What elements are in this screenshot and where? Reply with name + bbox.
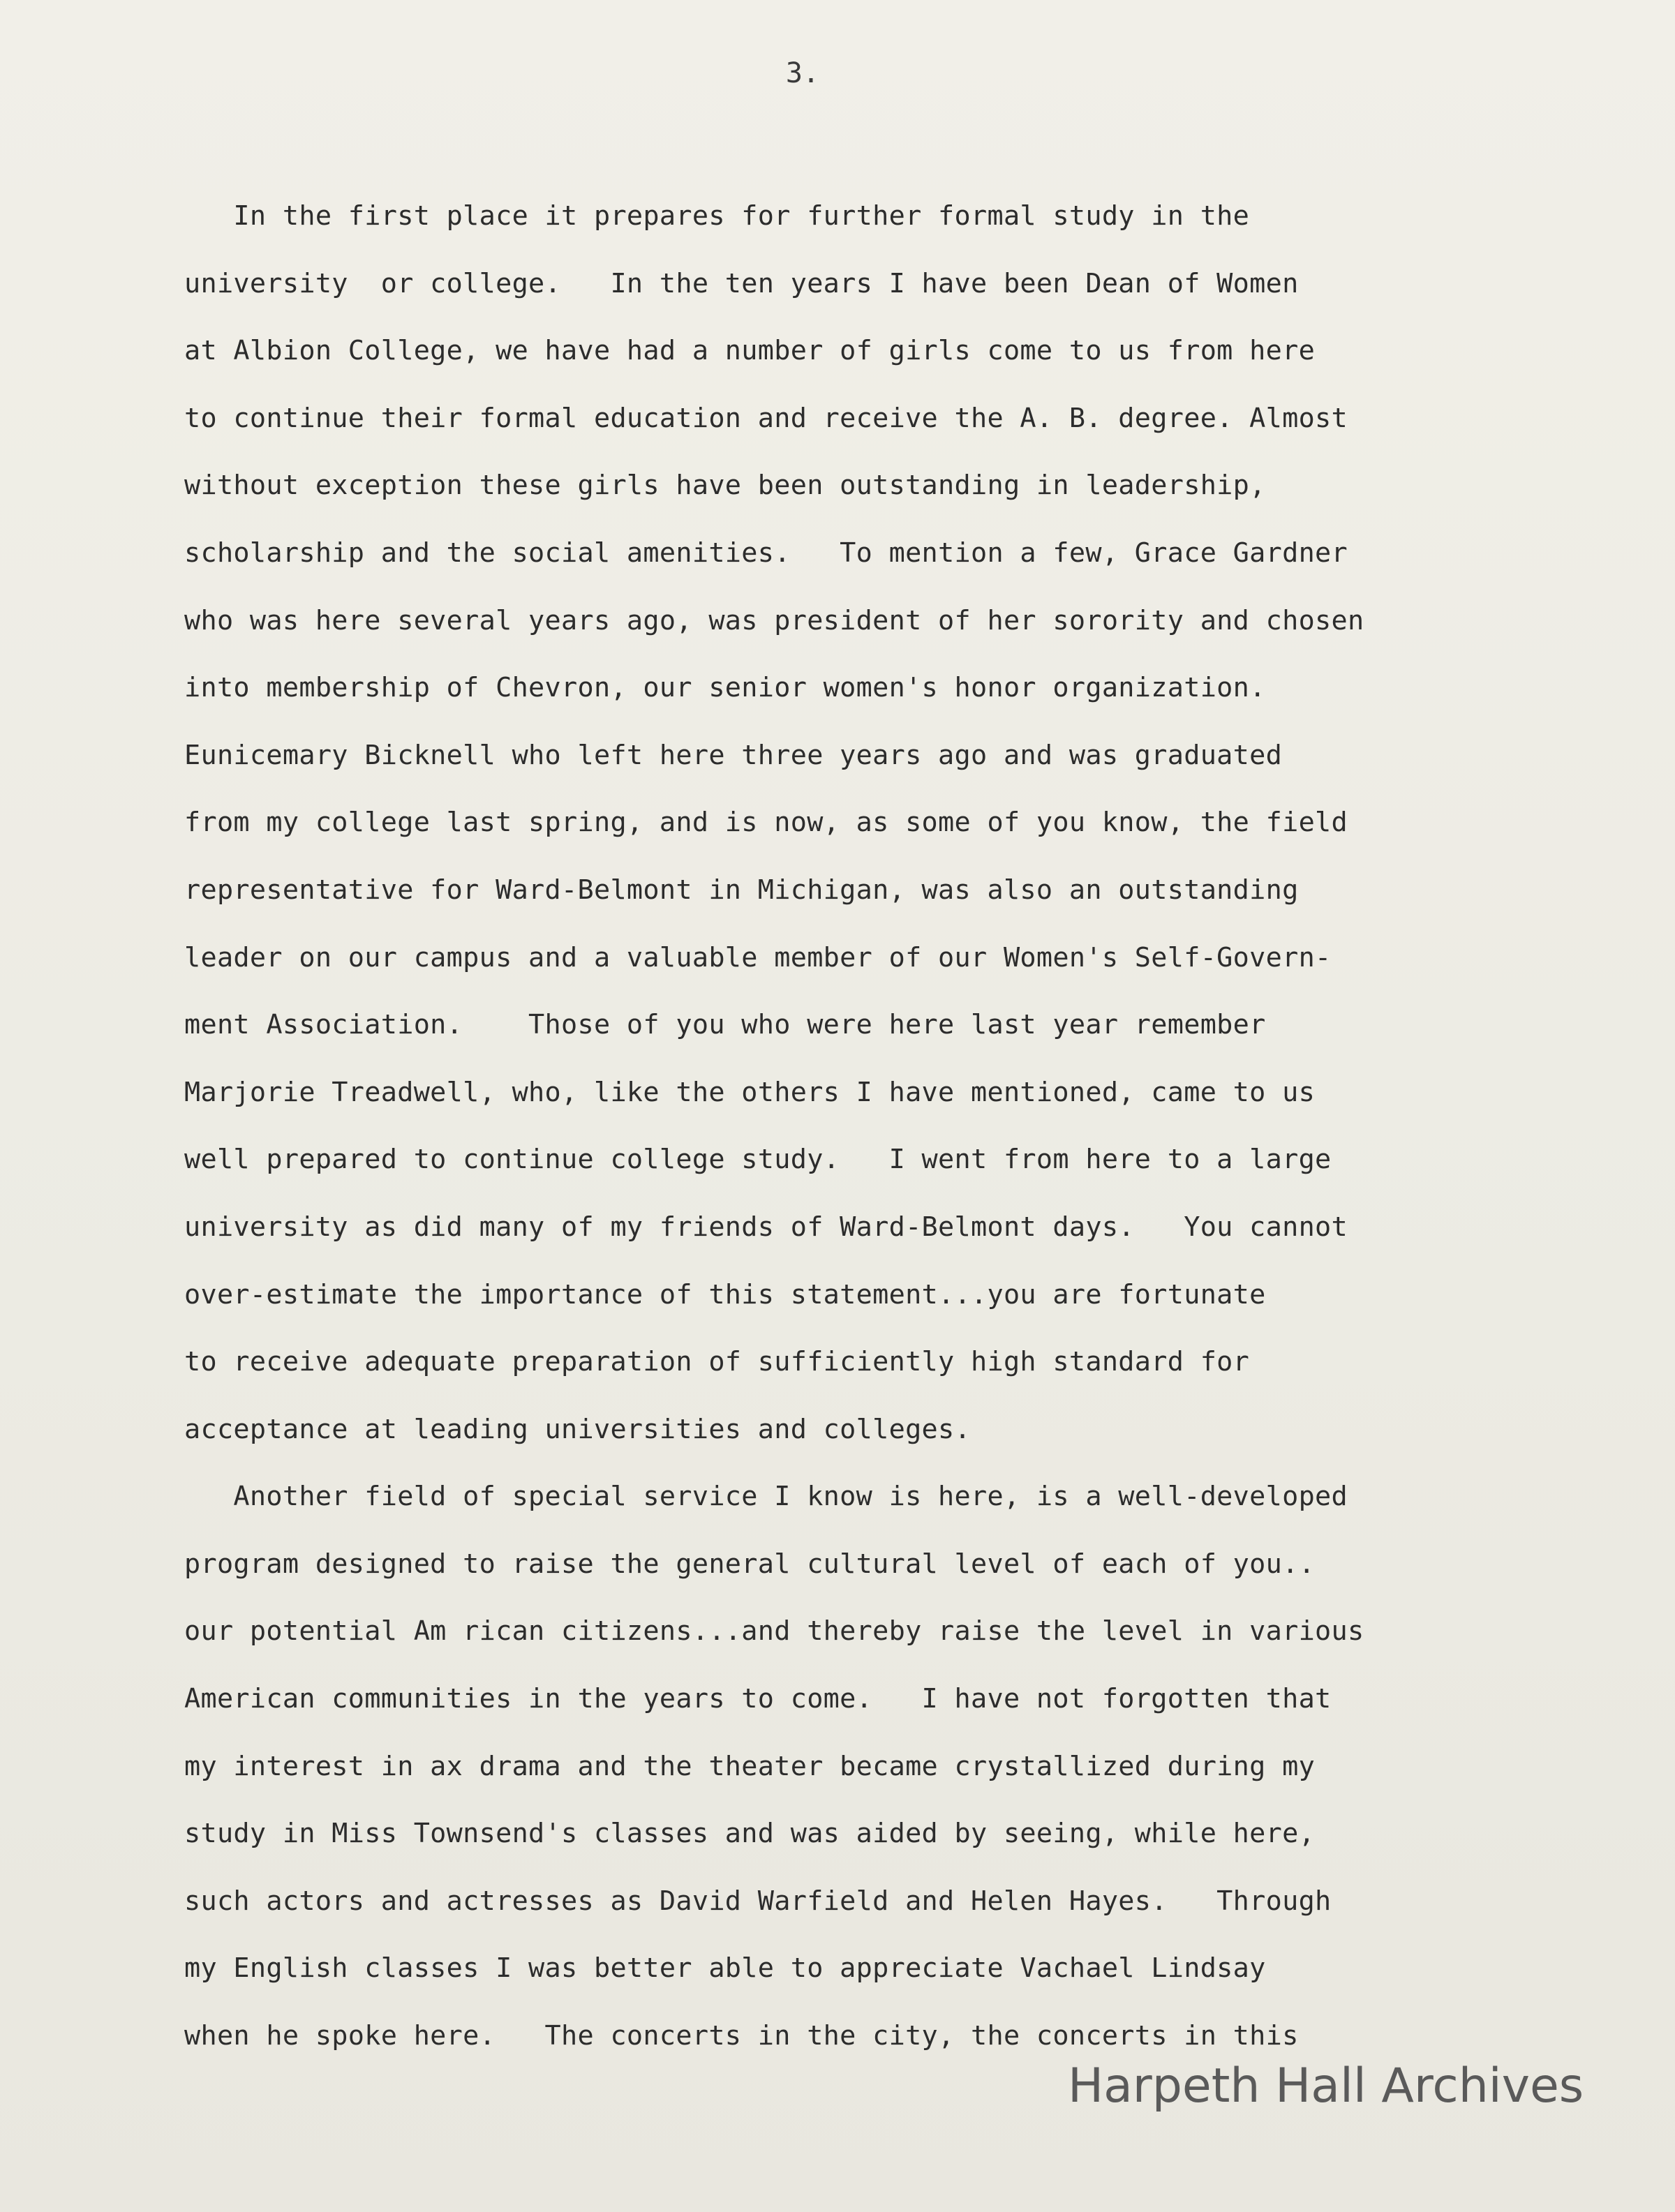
- text-line: leader on our campus and a valuable member of our Women's Self-Govern-: [184, 941, 1332, 973]
- text-line: Eunicemary Bicknell who left here three years ago and was graduated: [184, 739, 1283, 771]
- text-line: such actors and actresses as David Warfield and Helen Hayes. Through: [184, 1885, 1332, 1917]
- text-line: study in Miss Townsend's classes and was aided by seeing, while here,: [184, 1818, 1316, 1850]
- text-line: from my college last spring, and is now, as some of you know, the field: [184, 807, 1348, 839]
- text-line: representative for Ward-Belmont in Michigan, was also an outstanding: [184, 874, 1299, 906]
- text-line: our potential Am rican citizens...and thereby raise the level in various: [184, 1615, 1364, 1647]
- text-line: university or college. In the ten years I have been Dean of Women: [184, 267, 1299, 299]
- text-line: when he spoke here. The concerts in the city, the concerts in this: [184, 2020, 1299, 2052]
- text-line: acceptance at leading universities and colleges.: [184, 1413, 971, 1445]
- text-line: well prepared to continue college study. I went from here to a large: [184, 1144, 1332, 1176]
- text-line: In the first place it prepares for further formal study in the: [184, 200, 1250, 232]
- page-number: 3.: [785, 57, 820, 89]
- text-line: scholarship and the social amenities. To mention a few, Grace Gardner: [184, 537, 1348, 569]
- text-line: into membership of Chevron, our senior women's honor organization.: [184, 672, 1266, 704]
- text-line: over-estimate the importance of this statement...you are fortunate: [184, 1278, 1266, 1310]
- text-line: at Albion College, we have had a number of girls come to us from here: [184, 335, 1316, 367]
- text-line: ment Association. Those of you who were here last year remember: [184, 1009, 1266, 1041]
- text-line: American communities in the years to come. I have not forgotten that: [184, 1683, 1332, 1715]
- text-line: Marjorie Treadwell, who, like the others I have mentioned, came to us: [184, 1076, 1316, 1108]
- text-line: to continue their formal education and receive the A. B. degree. Almost: [184, 402, 1348, 434]
- text-line: who was here several years ago, was president of her sorority and chosen: [184, 604, 1364, 636]
- text-line: my English classes I was better able to appreciate Vachael Lindsay: [184, 1952, 1266, 1985]
- text-line: program designed to raise the general cultural level of each of you..: [184, 1548, 1316, 1580]
- text-line: without exception these girls have been outstanding in leadership,: [184, 470, 1266, 502]
- text-line: university as did many of my friends of Ward-Belmont days. You cannot: [184, 1211, 1348, 1243]
- text-line: my interest in ax drama and the theater became crystallized during my: [184, 1750, 1316, 1782]
- text-line: to receive adequate preparation of sufficiently high standard for: [184, 1346, 1250, 1378]
- archive-watermark: Harpeth Hall Archives: [1068, 2058, 1584, 2114]
- typed-letter-body: [184, 183, 1664, 2070]
- text-line: Another field of special service I know is here, is a well-developed: [184, 1481, 1348, 1513]
